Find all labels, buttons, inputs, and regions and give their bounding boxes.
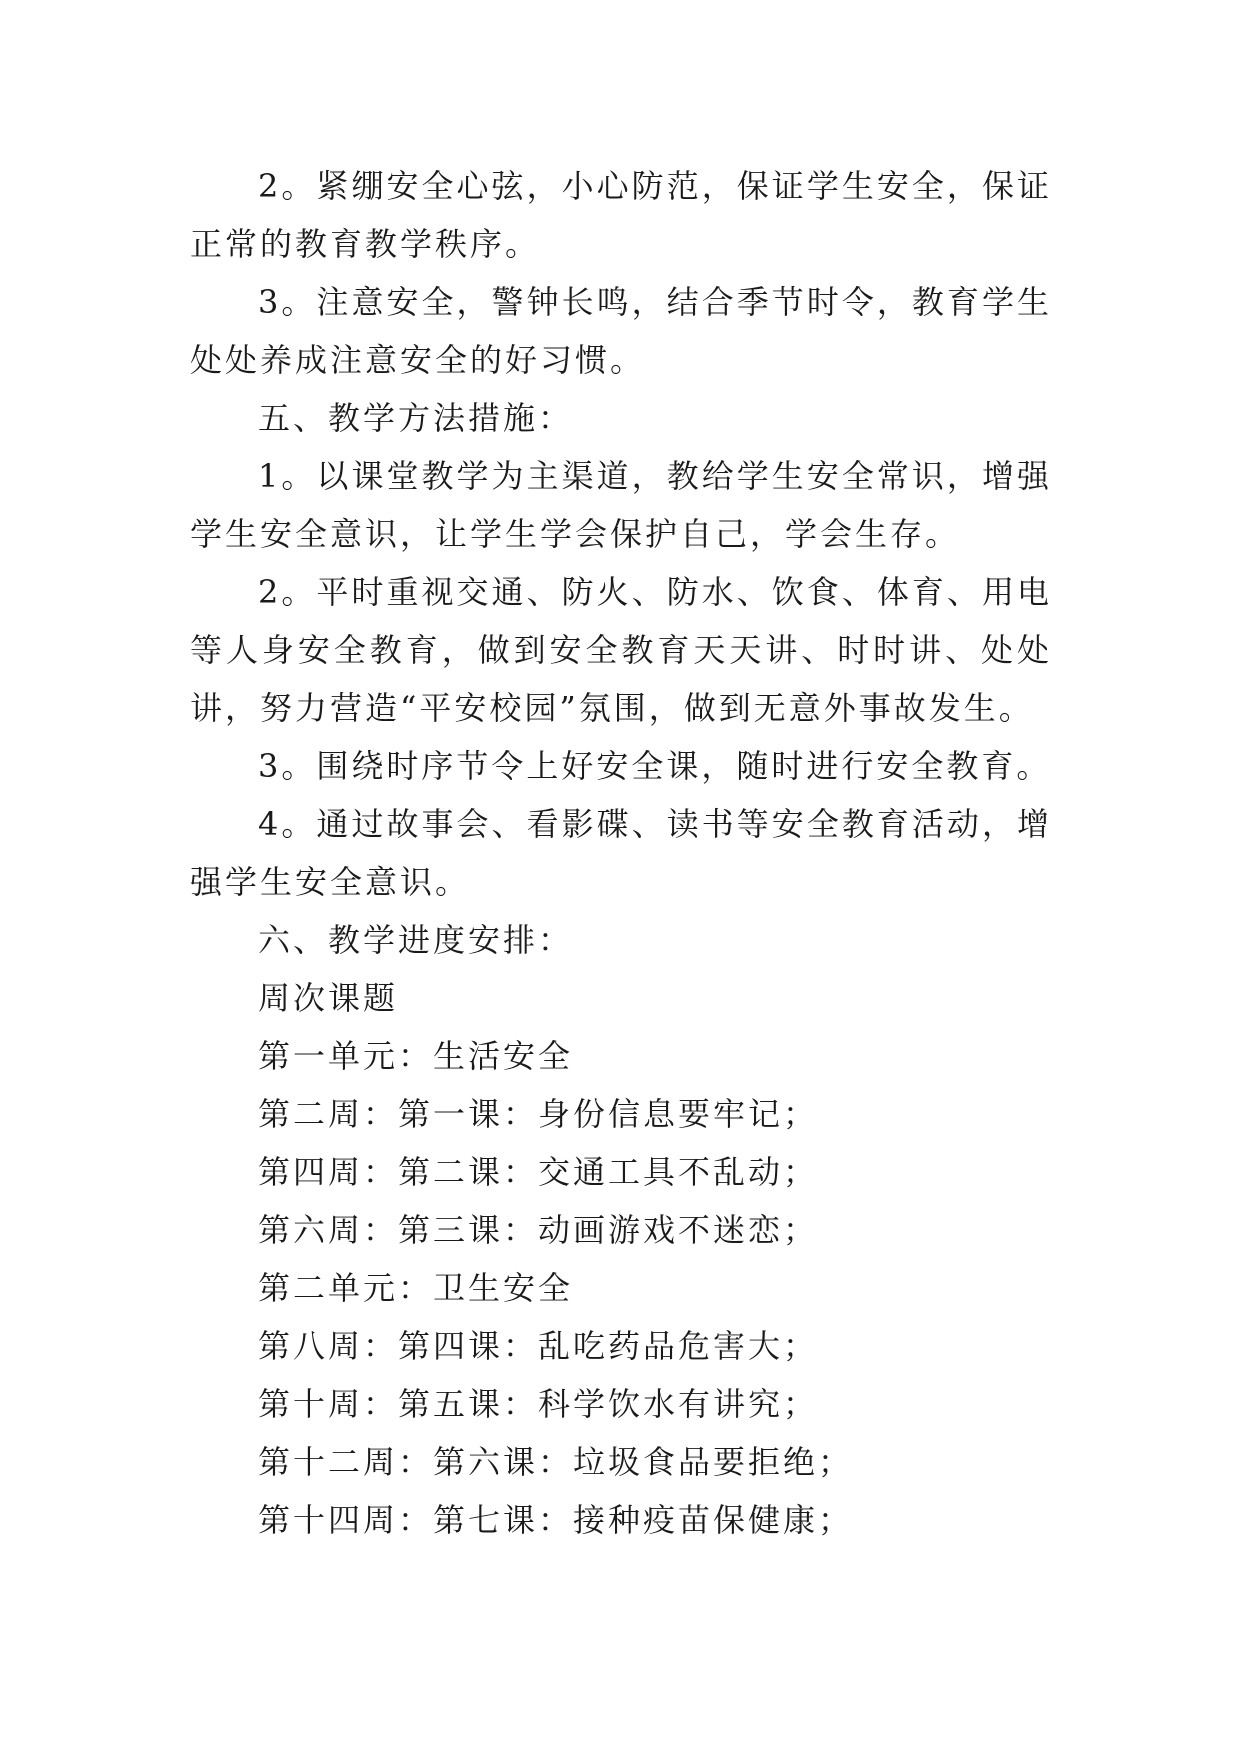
- paragraph-safety-vigilance: 2。紧绷安全心弦，小心防范，保证学生安全，保证正常的教育教学秩序。: [190, 167, 1052, 263]
- schedule-item: 第二周：第一课：身份信息要牢记；: [258, 1095, 819, 1133]
- schedule-item: 第六周：第三课：动画游戏不迷恋；: [258, 1211, 819, 1249]
- document-body: [190, 157, 1052, 1549]
- schedule-item: 第八周：第四课：乱吃药品危害大；: [258, 1327, 819, 1365]
- heading-teaching-methods: 五、教学方法措施：: [258, 399, 574, 437]
- schedule-header: 周次课题: [258, 979, 399, 1017]
- paragraph-classroom-teaching: 1。以课堂教学为主渠道，教给学生安全常识，增强学生安全意识，让学生学会保护自己，学会生存。: [190, 457, 1052, 553]
- schedule-item: 第十二周：第六课：垃圾食品要拒绝；: [258, 1443, 854, 1481]
- paragraph-seasonal-lessons: 3。围绕时序节令上好安全课，随时进行安全教育。: [258, 747, 1052, 785]
- schedule-item: 第十四周：第七课：接种疫苗保健康；: [258, 1501, 854, 1539]
- schedule-item: 第四周：第二课：交通工具不乱动；: [258, 1153, 819, 1191]
- schedule-item: 第十周：第五课：科学饮水有讲究；: [258, 1385, 819, 1423]
- paragraph-activities: 4。通过故事会、看影碟、读书等安全教育活动，增强学生安全意识。: [190, 805, 1052, 901]
- paragraph-safety-habits: 3。注意安全，警钟长鸣，结合季节时令，教育学生处处养成注意安全的好习惯。: [190, 283, 1052, 379]
- heading-teaching-schedule: 六、教学进度安排：: [258, 921, 574, 959]
- schedule-unit-2: 第二单元：卫生安全: [258, 1269, 574, 1307]
- schedule-unit-1: 第一单元：生活安全: [258, 1037, 574, 1075]
- paragraph-personal-safety: 2。平时重视交通、防火、防水、饮食、体育、用电等人身安全教育，做到安全教育天天讲、时时讲、处处讲，努力营造“平安校园”氛围，做到无意外事故发生。: [190, 573, 1052, 727]
